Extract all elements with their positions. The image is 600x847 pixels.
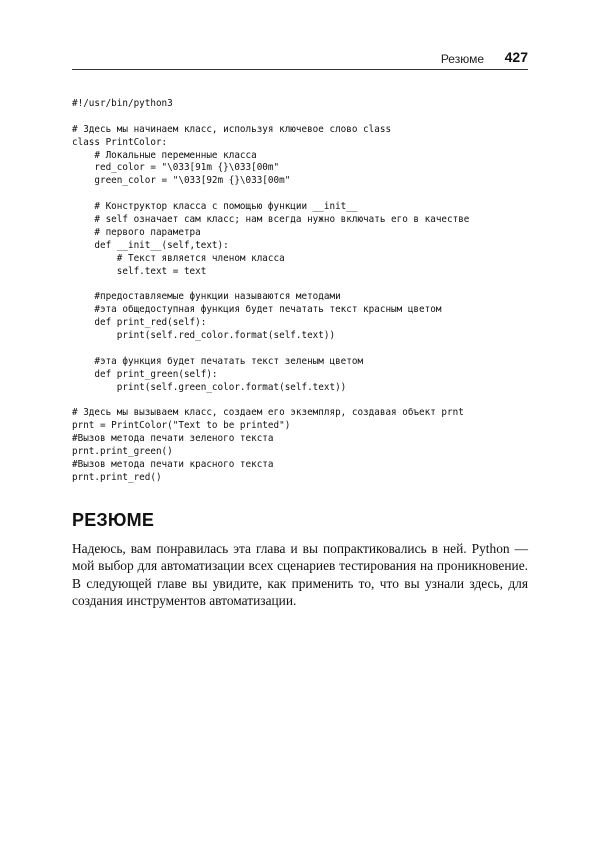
code-line: class PrintColor: [72,136,168,148]
code-line: # первого параметра [72,226,201,238]
header-divider [72,69,528,70]
code-line: #!/usr/bin/python3 [72,98,173,109]
code-line: green_color = "\033[92m {}\033[00m" [72,175,291,187]
code-line: #Вызов метода печати зеленого текста [72,433,274,445]
code-line: self.text = text [72,265,207,277]
running-header-title: Резюме [440,52,484,66]
code-line [72,188,528,201]
code-line [72,111,528,124]
code-line: prnt.print_green() [72,446,173,458]
code-line [72,394,528,407]
code-line: def print_green(self): [72,368,218,380]
summary-paragraph: Надеюсь, вам понравилась эта глава и вы попрактиковались в ней. Python — мой выбор для автоматизации всех сценариев тестирования на проникновение. В следующей главе вы увидите, как применить то, что вы узнали здесь, для создания инструментов автоматизации. [72,541,528,608]
code-line: #предоставляемые функции называются методами [72,291,341,303]
code-line: print(self.red_color.format(self.text)) [72,330,336,342]
code-line: print(self.green_color.format(self.text)) [72,381,347,393]
code-line: #Вызов метода печати красного текста [72,458,274,470]
code-line: # Текст является членом класса [72,252,285,264]
code-line: red_color = "\033[91m {}\033[00m" [72,162,280,174]
code-line: # Здесь мы начинаем класс, используя ключевое слово class [72,123,392,135]
running-header [72,49,528,69]
section-heading: РЕЗЮМЕ [72,510,155,530]
code-line: def __init__(self,text): [72,239,229,251]
code-line: def print_red(self): [72,317,207,329]
page-number: 427 [504,49,528,65]
code-line: # Конструктор класса с помощью функции __init__ [72,201,358,213]
code-line: # Здесь мы вызываем класс, создаем его экземпляр, создавая объект prnt [72,407,464,419]
code-line: # Локальные переменные класса [72,149,257,161]
code-line [72,278,528,291]
code-line: prnt.print_red() [72,471,162,483]
code-line: #эта общедоступная функция будет печатать текст красным цветом [72,304,442,316]
code-line: prnt = PrintColor("Text to be printed") [72,420,291,432]
code-line: # self означает сам класс; нам всегда нужно включать его в качестве [72,214,470,226]
code-line [72,343,528,356]
code-listing [72,98,528,485]
code-line: #эта функция будет печатать текст зеленым цветом [72,355,364,367]
